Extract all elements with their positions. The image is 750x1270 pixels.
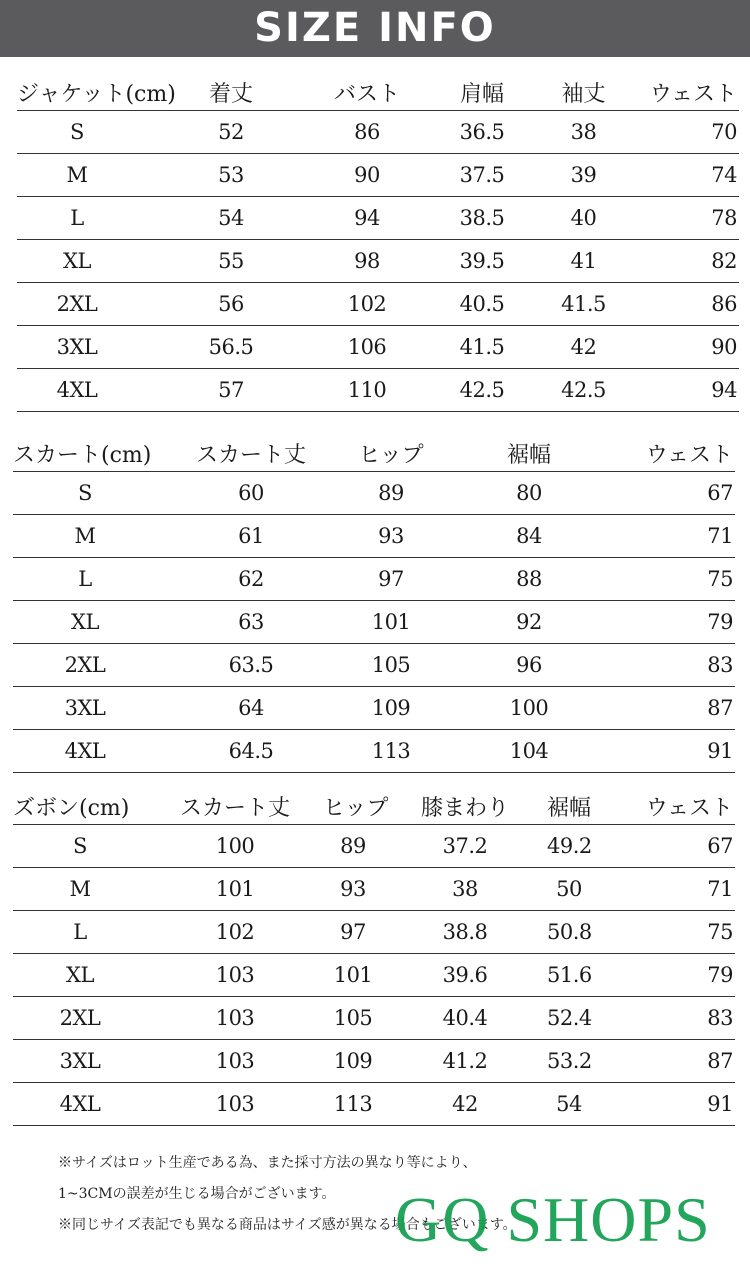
size-label: S — [13, 825, 147, 868]
table-cell: 82 — [612, 240, 739, 283]
page-title: SIZE INFO — [254, 5, 496, 51]
size-label: 3XL — [13, 1040, 147, 1083]
table-row — [17, 369, 739, 412]
table-cell: 110 — [325, 369, 409, 412]
table-cell: 94 — [612, 369, 739, 412]
table-cell: 40.4 — [383, 997, 547, 1040]
size-label: XL — [13, 601, 157, 644]
table-cell: 92 — [437, 601, 621, 644]
table-row — [13, 911, 735, 954]
table-row — [13, 687, 735, 730]
shop-watermark: GQ SHOPS — [395, 1184, 711, 1255]
size-label: L — [13, 558, 157, 601]
size-label: M — [13, 515, 157, 558]
table-cell: 103 — [147, 997, 323, 1040]
table-cell: 102 — [147, 911, 323, 954]
table-cell: 100 — [147, 825, 323, 868]
table-cell: 80 — [437, 472, 621, 515]
table-cell: 42 — [555, 326, 612, 369]
column-header: バスト — [325, 80, 409, 111]
column-header: ウェスト — [612, 80, 739, 111]
table-cell: 40.5 — [409, 283, 555, 326]
column-header: 袖丈 — [555, 80, 612, 111]
table-cell: 90 — [325, 154, 409, 197]
table-header-row — [17, 80, 739, 111]
size-label: XL — [17, 240, 137, 283]
column-header: 肩幅 — [409, 80, 555, 111]
table-cell: 100 — [437, 687, 621, 730]
table-cell: 50.8 — [547, 911, 591, 954]
column-header: ヒップ — [345, 441, 437, 472]
column-header: ジャケット(cm) — [17, 80, 137, 111]
table-cell: 41.5 — [555, 283, 612, 326]
table-cell: 103 — [147, 1040, 323, 1083]
table-row — [17, 111, 739, 154]
table-cell: 54 — [137, 197, 325, 240]
table-cell: 62 — [157, 558, 345, 601]
table-row — [13, 825, 735, 868]
table-cell: 56.5 — [137, 326, 325, 369]
jacket-size-table — [17, 80, 739, 412]
table-cell: 101 — [323, 954, 383, 997]
table-cell: 87 — [621, 687, 735, 730]
table-row — [13, 868, 735, 911]
table-row — [13, 558, 735, 601]
table-cell: 84 — [437, 515, 621, 558]
table-cell: 41.5 — [409, 326, 555, 369]
size-label: 3XL — [17, 326, 137, 369]
table-cell: 74 — [612, 154, 739, 197]
table-cell: 50 — [547, 868, 591, 911]
column-header: 裾幅 — [547, 794, 591, 825]
table-cell: 40 — [555, 197, 612, 240]
table-cell: 64.5 — [157, 730, 345, 773]
table-cell: 94 — [325, 197, 409, 240]
table-cell: 54 — [547, 1083, 591, 1126]
table-cell: 97 — [345, 558, 437, 601]
column-header: スカート丈 — [157, 441, 345, 472]
table-cell: 39 — [555, 154, 612, 197]
table-row — [13, 1040, 735, 1083]
skirt-size-table — [13, 441, 735, 773]
table-cell: 101 — [147, 868, 323, 911]
table-header-row — [13, 441, 735, 472]
table-cell: 87 — [591, 1040, 735, 1083]
table-cell: 71 — [621, 515, 735, 558]
table-cell: 67 — [591, 825, 735, 868]
table-cell: 52 — [137, 111, 325, 154]
table-cell: 88 — [437, 558, 621, 601]
table-cell: 53 — [137, 154, 325, 197]
table-cell: 39.6 — [383, 954, 547, 997]
table-cell: 42.5 — [555, 369, 612, 412]
size-label: M — [17, 154, 137, 197]
table-cell: 93 — [345, 515, 437, 558]
table-cell: 67 — [621, 472, 735, 515]
table-row — [13, 515, 735, 558]
table-cell: 42.5 — [409, 369, 555, 412]
table-cell: 86 — [325, 111, 409, 154]
size-label: 2XL — [13, 997, 147, 1040]
note-line: 1~3CMの誤差が生じる場合がございます。 — [58, 1186, 336, 1202]
pants-size-table — [13, 794, 735, 1126]
table-cell: 61 — [157, 515, 345, 558]
column-header: ズボン(cm) — [13, 794, 147, 825]
table-cell: 41.2 — [383, 1040, 547, 1083]
table-cell: 38 — [383, 868, 547, 911]
table-cell: 41 — [555, 240, 612, 283]
table-row — [17, 240, 739, 283]
table-cell: 78 — [612, 197, 739, 240]
table-cell: 93 — [323, 868, 383, 911]
table-row — [13, 472, 735, 515]
table-cell: 38.5 — [409, 197, 555, 240]
table-cell: 38 — [555, 111, 612, 154]
table-row — [17, 326, 739, 369]
table-cell: 64 — [157, 687, 345, 730]
table-cell: 109 — [345, 687, 437, 730]
size-label: 4XL — [13, 1083, 147, 1126]
table-cell: 75 — [621, 558, 735, 601]
table-cell: 113 — [323, 1083, 383, 1126]
table-cell: 109 — [323, 1040, 383, 1083]
table-cell: 86 — [612, 283, 739, 326]
table-cell: 98 — [325, 240, 409, 283]
table-cell: 90 — [612, 326, 739, 369]
table-cell: 53.2 — [547, 1040, 591, 1083]
table-cell: 91 — [621, 730, 735, 773]
table-cell: 55 — [137, 240, 325, 283]
note-line: ※サイズはロット生産である為、また採寸方法の異なり等により、 — [58, 1155, 477, 1171]
table-row — [13, 954, 735, 997]
table-cell: 79 — [591, 954, 735, 997]
size-label: S — [13, 472, 157, 515]
table-cell: 102 — [325, 283, 409, 326]
size-label: L — [17, 197, 137, 240]
column-header: 裾幅 — [437, 441, 621, 472]
table-cell: 106 — [325, 326, 409, 369]
size-label: L — [13, 911, 147, 954]
table-cell: 113 — [345, 730, 437, 773]
table-row — [17, 154, 739, 197]
column-header: ヒップ — [323, 794, 383, 825]
note-line: ※同じサイズ表記でも異なる商品はサイズ感が異なる場合もございます。 — [58, 1217, 517, 1233]
column-header: ウェスト — [591, 794, 735, 825]
table-cell: 104 — [437, 730, 621, 773]
size-label: M — [13, 868, 147, 911]
table-row — [13, 730, 735, 773]
size-label: 2XL — [13, 644, 157, 687]
table-cell: 71 — [591, 868, 735, 911]
table-cell: 79 — [621, 601, 735, 644]
table-cell: 103 — [147, 954, 323, 997]
size-label: 4XL — [17, 369, 137, 412]
size-label: 3XL — [13, 687, 157, 730]
size-label: XL — [13, 954, 147, 997]
size-label: 4XL — [13, 730, 157, 773]
table-cell: 89 — [323, 825, 383, 868]
table-row — [13, 601, 735, 644]
table-cell: 38.8 — [383, 911, 547, 954]
table-cell: 63.5 — [157, 644, 345, 687]
table-row — [13, 997, 735, 1040]
column-header: 膝まわり — [383, 794, 547, 825]
table-cell: 37.2 — [383, 825, 547, 868]
table-cell: 56 — [137, 283, 325, 326]
table-cell: 96 — [437, 644, 621, 687]
table-cell: 37.5 — [409, 154, 555, 197]
size-info-banner — [0, 0, 750, 57]
table-cell: 83 — [621, 644, 735, 687]
table-cell: 97 — [323, 911, 383, 954]
table-row — [13, 644, 735, 687]
table-cell: 36.5 — [409, 111, 555, 154]
table-row — [17, 283, 739, 326]
table-cell: 89 — [345, 472, 437, 515]
table-cell: 63 — [157, 601, 345, 644]
table-cell: 57 — [137, 369, 325, 412]
table-row — [17, 197, 739, 240]
column-header: スカート(cm) — [13, 441, 157, 472]
table-cell: 101 — [345, 601, 437, 644]
table-cell: 75 — [591, 911, 735, 954]
table-cell: 49.2 — [547, 825, 591, 868]
table-cell: 105 — [345, 644, 437, 687]
table-cell: 91 — [591, 1083, 735, 1126]
table-cell: 52.4 — [547, 997, 591, 1040]
column-header: 着丈 — [137, 80, 325, 111]
column-header: スカート丈 — [147, 794, 323, 825]
size-label: S — [17, 111, 137, 154]
column-header: ウェスト — [621, 441, 735, 472]
table-cell: 39.5 — [409, 240, 555, 283]
table-cell: 42 — [383, 1083, 547, 1126]
table-cell: 60 — [157, 472, 345, 515]
table-row — [13, 1083, 735, 1126]
table-cell: 51.6 — [547, 954, 591, 997]
table-cell: 70 — [612, 111, 739, 154]
size-label: 2XL — [17, 283, 137, 326]
table-cell: 83 — [591, 997, 735, 1040]
table-cell: 103 — [147, 1083, 323, 1126]
table-header-row — [13, 794, 735, 825]
table-cell: 105 — [323, 997, 383, 1040]
